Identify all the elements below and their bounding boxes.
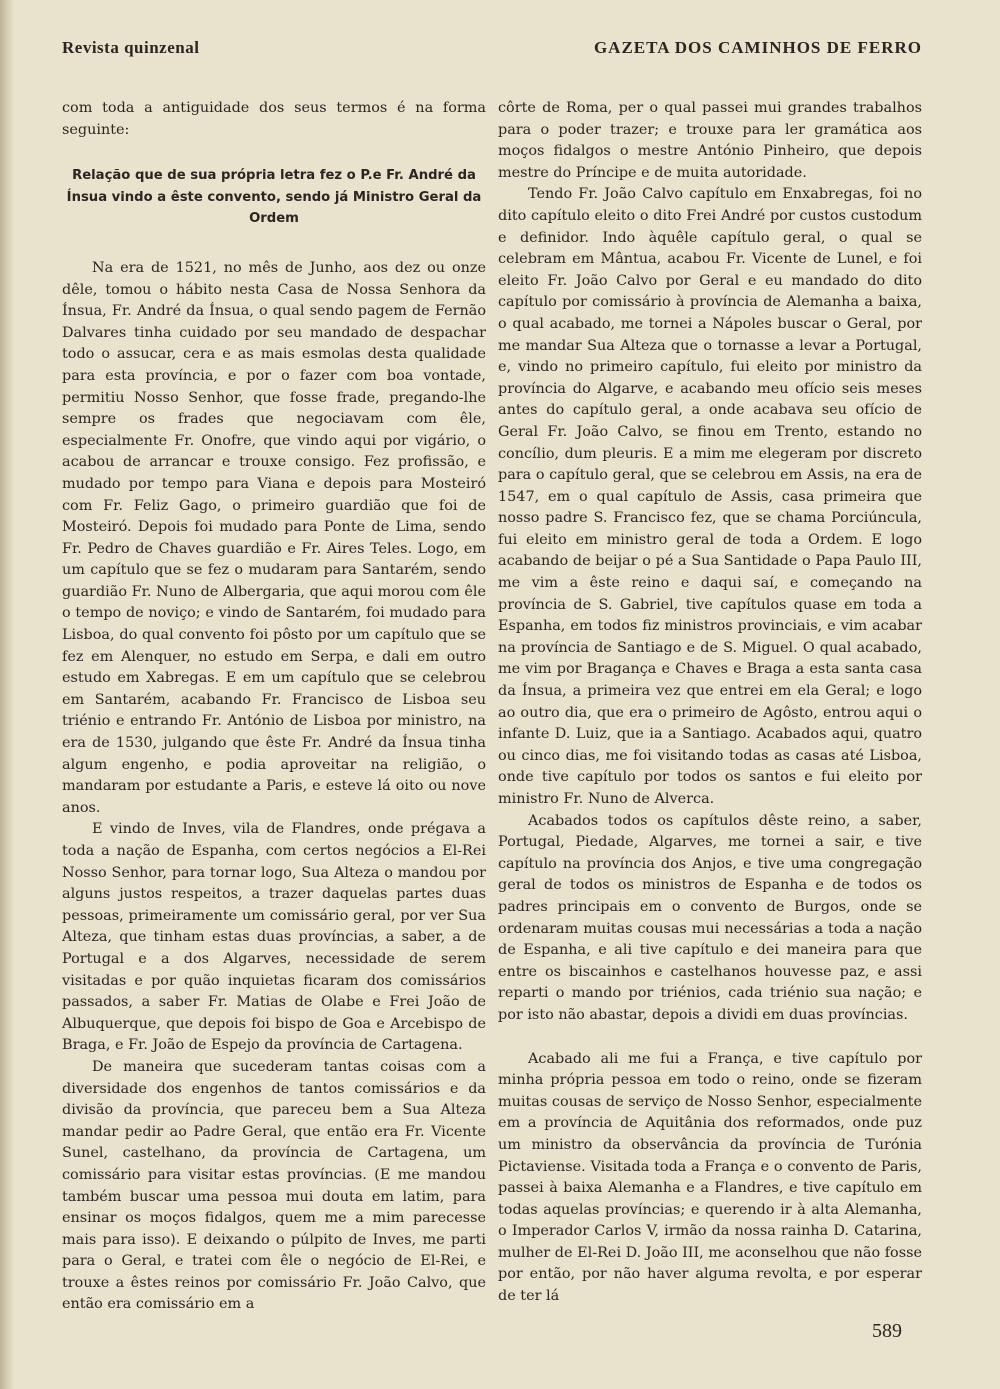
paragraph: Tendo Fr. João Calvo capítulo em Enxabregas, foi no dito capítulo eleito o dito Frei André por custos custodum e definidor. Indo àquêle capítulo geral, o qual se celebram em Mântua, acabou Fr. Vicente de Lunel, e foi eleito Fr. João Calvo por Geral e eu mandado do dito capítulo por comissário à província de Alemanha a baixa, o qual acabado, me tornei a Nápoles buscar o Geral, por me mandar Sua Alteza que o tornasse a levar a Portugal, e, vindo no primeiro capítulo, fui eleito por ministro da província do Algarve, e acabando meu ofício seis meses antes do capítulo geral, a onde acabava seu ofício de Geral Fr. João Calvo, se finou em Trento, estando no concílio, dum pleuris. E a mim me elegeram por discreto para o capítulo geral, que se celebrou em Assis, na era de 1547, em o qual capítulo de Assis, casa primeira que nosso padre S. Francisco fez, que se chama Porciúncula, fui eleito em ministro geral de toda a Ordem. E logo acabando de beijar o pé a Sua Santidade o Papa Paulo III, me vim a êste reino e daqui saí, e começando na província de S. Gabriel, tive capítulos quase em toda a Espanha, em todos fiz ministros provinciais, e vim acabar na província de Santiago e de S. Miguel. O qual acabado, me vim por Bragança e Chaves e Braga a esta santa casa da Ínsua, a primeira vez que entrei em ela Geral; e logo ao outro dia, que era o primeiro de Agôsto, entrou aqui o infante D. Luiz, que ia a Santiago. Acabados aqui, quatro ou cinco dias, me foi visitando todas as casas até Lisboa, onde tive capítulo por todos os santos e fui eleito por ministro Fr. Nuno de Alverca. xyxy=(498,186,922,807)
paragraph: Na era de 1521, no mês de Junho, aos dez ou onze dêle, tomou o hábito nesta Casa de Nossa Senhora da Ínsua, Fr. André da Ínsua, o qual sendo pagem de Fernão Dalvares tinha cuidado por seu mandado de despachar todo o assucar, cera e as mais esmolas desta qualidade para esta província, e por o fazer com boa vontade, permitiu Nosso Senhor, que fosse frade, pregando-lhe sempre os frades que negociavam com êle, especialmente Fr. Onofre, que vindo aqui por vigário, o acabou de arrancar e trouxe consigo. Fez profissão, e mudado por tempo para Viana e depois para Mosteiró com Fr. Feliz Gago, o primeiro guardião que foi de Mosteiró. Depois foi mudado para Ponte de Lima, sendo Fr. Pedro de Chaves guardião e Fr. Aires Teles. Logo, em um capítulo que se fez o mudaram para Santarém, sendo guardião Fr. Nuno de Albergaria, que aqui morou com êle o tempo de noviço; e vindo de Santarém, foi mudado para Lisboa, do qual convento foi pôsto por um capítulo que se fez em Alenquer, no estudo em Serpa, e dali em outro estudo em Xabregas. E em um capítulo que se celebrou em Santarém, acabando Fr. Francisco de Lisboa seu triénio e entrando Fr. António de Lisboa por ministro, na era de 1530, julgando que êste Fr. André da Ínsua tinha algum engenho, e podia aproveitar na religião, o mandaram por estudante a Paris, e esteve lá oito ou nove anos. xyxy=(62,259,486,816)
section-heading: Relação que de sua própria letra fez o P.e Fr. André da Ínsua vindo a êste convento, sendo já Ministro Geral da Ordem xyxy=(66,168,482,227)
right-column xyxy=(498,98,922,1316)
header-left: Revista quinzenal xyxy=(62,38,200,57)
paragraph: De maneira que sucederam tantas coisas com a diversidade dos engenhos de tantos comissários e da divisão da província, que pareceu bem a Sua Alteza mandar pedir ao Padre Geral, que então era Fr. Vicente Sunel, castelhano, da província de Cartagena, um comissário para visitar estas províncias. (E me mandou também buscar uma pessoa mui douta em latim, para ensinar os moços fidalgos, quem me a mim parecesse mais para isso). E deixando o púlpito de Inves, me parti para o Geral, e tratei com êle o negócio de El-Rei, e trouxe a êstes reinos por comissário Fr. João Calvo, que então era comissário em a xyxy=(62,1058,486,1313)
article-body xyxy=(62,98,922,1316)
page-binding-edge xyxy=(0,0,14,1389)
paragraph: Acabado ali me fui a França, e tive capítulo por minha própria pessoa em todo o reino, onde se fizeram muitas cousas de serviço de Nosso Senhor, especialmente em a província de Aquitânia dos reformados, onde puz um ministro da observância da província de Turónia Pictaviense. Visitada toda a França e o convento de Paris, passei à baixa Alemanha e a Flandres, e tive capítulo em todas aquelas províncias; e querendo ir à alta Alemanha, o Imperador Carlos V, irmão da nossa rainha D. Catarina, mulher de El-Rei D. João III, me aconselhou que não fosse por então, por não haver alguma revolta, e por esperar de ter lá xyxy=(498,1050,922,1305)
paragraph-gap xyxy=(498,1027,922,1049)
page-number: 589 xyxy=(872,1320,902,1342)
paragraph: côrte de Roma, per o qual passei mui grandes trabalhos para o poder trazer; e trouxe para ler gramática aos moços fidalgos o mestre António Pinheiro, que depois mestre do Príncipe e de muita autoridade. xyxy=(498,100,922,181)
running-header xyxy=(62,38,922,58)
paragraph: Acabados todos os capítulos dêste reino, a saber, Portugal, Piedade, Algarves, me tornei a sair, e tive capítulo na província dos Anjos, e tive uma congregação geral de todos os ministros de Espanha e de todos os padres principais em o convento de Burgos, onde se ordenaram muitas cousas mui necessárias a toda a nação de Espanha, e ali tive capítulo e dei maneira para que entre os biscainhos e castelhanos houvesse paz, e assi reparti o mando por triénios, cada triénio sua nação; e por isto não abastar, depois a dividi em duas províncias. xyxy=(498,812,922,1023)
header-right: GAZETA DOS CAMINHOS DE FERRO xyxy=(593,38,922,57)
intro-paragraph: com toda a antiguidade dos seus termos é na forma seguinte: xyxy=(62,100,486,138)
left-column xyxy=(62,98,486,1316)
paragraph: E vindo de Inves, vila de Flandres, onde prégava a toda a nação de Espanha, com certos negócios a El-Rei Nosso Senhor, para tornar logo, Sua Alteza o mandou por alguns justos respeitos, a trazer daquelas partes duas pessoas, primeiramente um comissário geral, por ver Sua Alteza, que tinham estas duas províncias, a saber, a de Portugal e a dos Algarves, necessidade de serem visitadas e por quão inquietas ficaram dos comissários passados, a saber Fr. Matias de Olabe e Frei João de Albuquerque, que depois foi bispo de Goa e Arcebispo de Braga, e Fr. João de Espejo da província de Cartagena. xyxy=(62,821,486,1054)
